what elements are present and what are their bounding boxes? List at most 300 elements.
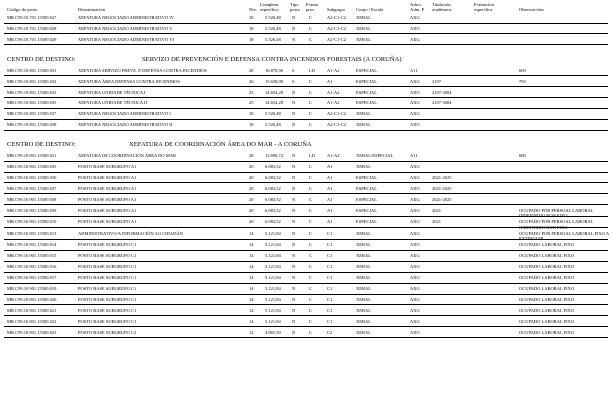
cell-tipo: N [292,286,296,291]
cell-forma: C [309,286,313,291]
cell-codigo: MR.C99.10.901.15500.035 [7,164,57,169]
cell-forma: C [309,15,313,20]
cell-corpo: XERAL [356,242,371,248]
cell-complemento: 6.083,52 [265,219,281,225]
cell-subgrupo: A1 [327,196,333,202]
cell-denominacion: POSTO BASE SUBGRUPO A1 [78,196,137,202]
cell-complemento: 6.083,52 [265,196,281,202]
cell-tipo: N [292,122,296,128]
cell-denominacion: POSTO BASE SUBGRUPO C1 [78,286,137,291]
cell-codigo: MR.C99.10.701.15500.029 [7,36,57,42]
cell-observacions: OCUPADO LABORAL FIXO [519,242,575,248]
cell-adscricion: AXG [410,89,420,95]
cell-corpo: XERAL [356,122,371,128]
cell-complemento: 6.083,52 [265,185,281,191]
cell-tipo: N [292,242,296,248]
cell-subgrupo: C1 [327,242,333,248]
cell-denominacion: POSTO BASE SUBGRUPO C1 [78,242,137,248]
cell-subgrupo: A2-C1-C2 [327,122,346,128]
cell-tipo: N [292,219,296,225]
cell-observacions: OCUPADO POR PERSOAL LABORAL INDEFINIDO NON FIXO. [519,207,594,218]
cell-complemento: 5.121,84 [265,307,281,313]
cell-denominacion: POSTO BASE SUBGRUPO C1 [78,264,137,270]
cell-corpo: XERAL [356,296,371,302]
cell-adscricion: AXG [410,329,420,335]
cell-forma: C [309,230,313,236]
cell-nivel: 20 [249,164,254,169]
cell-titulacion: 2107-3004 [432,100,452,106]
cell-complemento: 5.121,84 [265,253,281,259]
cell-complemento: 5.526,48 [265,122,281,128]
cell-subgrupo: C1 [327,253,333,259]
cell-subgrupo: A1-A2 [327,67,340,73]
cell-codigo: MR.C99.10.901.15500.022 [7,318,57,324]
cell-codigo: MR.C99.10.801.15500.038 [7,122,57,128]
cell-adscricion: AXG [410,15,420,20]
cell-corpo: ESPECIAL [356,89,378,95]
cell-subgrupo: C1 [327,275,333,281]
cell-nivel: 14 [249,242,254,248]
section-label: CENTRO DE DESTINO: [7,55,76,63]
cell-nivel: 18 [249,36,254,42]
row-divider [4,337,608,338]
cell-denominacion: POSTO BASE SUBGRUPO A1 [78,219,137,225]
cell-corpo: XERAL [356,15,371,20]
row-divider [4,193,608,194]
cell-complemento: 5.526,48 [265,25,281,31]
cell-subgrupo: A2-C1-C2 [327,111,346,117]
cell-tipo: N [292,111,296,117]
cell-forma: C [309,253,313,259]
cell-adscricion: AXG [410,275,420,281]
cell-observacions: OCUPADO LABORAL FIXO [519,296,575,302]
row-divider [4,216,608,217]
cell-denominacion: XEFATURA NEGOCIADO ADMINISTRATIVO I [78,111,171,117]
cell-denominacion: ADMINISTRATIVO/A INFORMACIÓN AO CIDADÁN [78,230,183,236]
header-codigo: Código do posto [7,7,38,12]
header-forma-2: prov. [306,7,316,12]
cell-complemento: 6.083,52 [265,207,281,213]
cell-codigo: MR.C99.10.901.15500.015 [7,253,57,259]
header-titulacion-1: Titulación [432,2,451,7]
cell-subgrupo: A1 [327,185,333,191]
cell-tipo: N [292,230,296,236]
cell-observacions: OCUPADO LABORAL FIXO [519,318,575,324]
cell-adscricion: AXG [410,174,420,180]
cell-adscricion: AXG [410,286,420,291]
cell-tipo: N [292,174,296,180]
cell-denominacion: POSTO BASE SUBGRUPO C1 [78,307,137,313]
cell-tipo: S [292,78,295,84]
cell-nivel: 18 [249,25,254,31]
cell-tipo: N [292,153,296,159]
cell-codigo: MR.C99.10.801.15500.031 [7,67,57,73]
cell-corpo: ESPECIAL [356,174,378,180]
cell-subgrupo: A2-C1-C2 [327,25,346,31]
cell-adscricion: AXG [410,196,420,202]
cell-codigo: MR.C99.10.901.15500.017 [7,275,57,281]
cell-observacions: OCUPADO LABORAL FIXO [519,275,575,281]
cell-adscricion: AXG [410,36,420,42]
row-divider [4,283,608,284]
cell-corpo: XERAL [356,318,371,324]
cell-tipo: N [292,36,296,42]
cell-nivel: 20 [249,196,254,202]
cell-adscricion: AXG [410,264,420,270]
cell-subgrupo: A2-C1-C2 [327,15,346,20]
cell-forma: C [309,307,313,313]
cell-corpo: XERAL [356,329,371,335]
header-titulacion-2: académica [432,7,452,12]
header-tipo-1: Tipo [290,2,299,7]
cell-codigo: MR.C99.10.901.15500.014 [7,242,57,248]
header-denominacion: Denominación [78,7,106,12]
cell-forma: C [309,78,313,84]
cell-adscricion: AXG [410,122,420,128]
cell-nivel: 28 [249,67,254,73]
cell-forma: C [309,275,313,281]
cell-tipo: N [292,185,296,191]
cell-codigo: MR.C99.10.701.15500.027 [7,15,57,20]
row-divider [4,119,608,120]
cell-subgrupo: A1-A2 [327,89,340,95]
row-divider [4,97,608,98]
cell-tipo: N [292,253,296,259]
cell-adscricion: AXG [410,318,420,324]
cell-adscricion: AXG [410,78,420,84]
cell-codigo: MR.C99.10.901.15500.031 [7,153,57,159]
header-corpo: Corpo / Escala [356,7,384,12]
cell-titulacion: 2021-2025 [432,174,452,180]
cell-forma: C [309,100,313,106]
header-complemento-2: específico [260,7,279,12]
cell-nivel: 28 [249,153,254,159]
cell-codigo: MR.C99.10.901.15500.013 [7,230,57,236]
cell-complemento: 15.658,08 [265,78,283,84]
cell-observacions: OCUPADO LABORAL FIXO [519,264,575,270]
cell-tipo: N [292,15,296,20]
cell-tipo: N [292,318,296,324]
header-complemento-1: Complem. [260,2,280,7]
cell-adscricion: AXG [410,25,420,31]
row-divider [4,108,608,109]
cell-complemento: 5.121,84 [265,264,281,270]
cell-corpo: XERAL [356,253,371,259]
cell-adscricion: AXG [410,253,420,259]
cell-adscricion: AXG [410,111,420,117]
cell-denominacion: XEFATURA SERVIZO PREVE. E DEFENSA CONTRA INCENDIOS [78,67,207,73]
cell-subgrupo: C1 [327,230,333,236]
cell-corpo: ESPECIAL [356,207,378,213]
cell-codigo: MR.C99.10.801.15500.032 [7,78,57,84]
cell-subgrupo: C1 [327,296,333,302]
cell-complemento: 14.654,28 [265,100,283,106]
cell-corpo: XERAL/ESPECIAL [356,153,394,159]
cell-titulacion: 2107-3004 [432,89,452,95]
section-title: XEFATURA DE COORDINACIÓN ÁREA DO MAR - A CORUÑA [129,141,312,149]
cell-codigo: MR.C99.10.901.15500.020 [7,296,57,302]
cell-observacions: 600 [519,153,526,159]
row-divider [4,161,608,162]
cell-observacions: OCUPADO POR PERSOAL LABORAL INDEFINIDO NON FIXO. [519,219,594,230]
cell-corpo: ESPECIAL [356,196,378,202]
cell-denominacion: XEFATURA NEGOCIADO ADMINISTRATIVO V [78,25,173,31]
cell-forma: C [309,318,313,324]
cell-forma: C [309,219,313,225]
cell-codigo: MR.C99.10.901.15500.037 [7,185,57,191]
cell-denominacion: POSTO BASE SUBGRUPO A1 [78,185,137,191]
cell-codigo: MR.C99.10.901.15500.016 [7,264,57,270]
header-nivel: Nív. [249,7,257,12]
cell-complemento: 16.878,96 [265,67,283,73]
cell-denominacion: POSTO BASE SUBGRUPO C1 [78,318,137,324]
cell-complemento: 4.881,50 [265,329,281,335]
cell-corpo: XERAL [356,230,371,236]
cell-subgrupo: C1 [327,286,333,291]
cell-subgrupo: A1 [327,207,333,213]
cell-codigo: MR.C99.10.901.15500.036 [7,174,57,180]
cell-corpo: XERAL [356,111,371,117]
cell-denominacion: XEFATURA NEGOCIADO ADMINISTRATIVO IV [78,15,175,20]
cell-subgrupo: C2 [327,329,333,335]
cell-codigo: MR.C99.10.901.15500.010 [7,219,57,225]
cell-corpo: XERAL [356,25,371,31]
cell-tipo: N [292,207,296,213]
cell-tipo: N [292,164,296,169]
cell-tipo: N [292,307,296,313]
cell-forma: C [309,25,313,31]
cell-nivel: 20 [249,185,254,191]
cell-nivel: 14 [249,253,254,259]
cell-nivel: 14 [249,307,254,313]
cell-forma: C [309,242,313,248]
row-divider [4,304,608,305]
cell-forma: C [309,89,313,95]
cell-forma: C [309,196,313,202]
cell-adscricion: AXG [410,164,420,169]
cell-tipo: S [292,67,295,73]
cell-nivel: 18 [249,111,254,117]
row-divider [4,239,608,240]
cell-complemento: 5.121,84 [265,242,281,248]
row-divider [4,326,608,327]
cell-tipo: N [292,196,296,202]
cell-subgrupo: C1 [327,307,333,313]
cell-nivel: 20 [249,174,254,180]
cell-codigo: MR.C99.10.901.15500.023 [7,329,57,335]
cell-corpo: ESPECIAL [356,67,378,73]
cell-subgrupo: A2-C1-C2 [327,36,346,42]
cell-observacions: OCUPADO LABORAL FIXO [519,329,575,335]
row-divider [4,33,608,34]
row-divider [4,261,608,262]
cell-observacions: OCUPADO POR PERSOAL LABORAL FIXO A EXTINGUIR [519,230,609,242]
cell-corpo: ESPECIAL [356,78,378,84]
cell-denominacion: POSTO BASE SUBGRUPO C1 [78,253,137,259]
cell-denominacion: POSTO BASE SUBGRUPO C2 [78,329,137,335]
row-divider [4,172,608,173]
cell-nivel: 12 [249,329,254,335]
cell-corpo: XERAL [356,164,371,169]
cell-complemento: 6.083,52 [265,164,281,169]
cell-forma: C [309,164,313,169]
cell-forma: LD [309,67,315,73]
cell-nivel: 18 [249,15,254,20]
row-divider [4,250,608,251]
cell-corpo: XERAL [356,36,371,42]
row-divider [4,75,608,76]
header-adscricion-1: Adscr. [410,2,422,7]
cell-observacions: OCUPADO LABORAL FIXO [519,307,575,313]
cell-titulacion: 2021 [432,207,441,213]
cell-adscricion: AXG [410,100,420,106]
cell-codigo: MR.C99.10.901.15500.039 [7,207,57,213]
cell-denominacion: XEFATURA ÁREA DEFENSA CONTRA INCENDIOS [78,78,180,84]
cell-observacions: 600 [519,67,526,73]
cell-complemento: 5.526,48 [265,36,281,42]
cell-forma: C [309,185,313,191]
header-forma-1: Forma [306,2,318,7]
cell-corpo: XERAL [356,264,371,270]
cell-denominacion: XEFATURA NEGOCIADO ADMINISTRATIVO II [78,122,173,128]
header-formacion-2: específica [474,7,493,12]
cell-tipo: N [292,89,296,95]
cell-titulacion: 2021-2025 [432,196,452,202]
cell-nivel: 14 [249,230,254,236]
cell-tipo: N [292,329,296,335]
cell-denominacion: POSTO BASE SUBGRUPO A1 [78,164,137,169]
cell-forma: C [309,174,313,180]
row-divider [4,130,608,131]
cell-subgrupo: A1 [327,78,333,84]
cell-forma: C [309,264,313,270]
cell-titulacion: 2021-2025 [432,185,452,191]
cell-corpo: ESPECIAL [356,100,378,106]
cell-forma: C [309,296,313,302]
cell-subgrupo: C1 [327,318,333,324]
cell-adscricion: AXG [410,185,420,191]
cell-corpo: XERAL [356,286,371,291]
cell-complemento: 5.526,48 [265,15,281,20]
cell-tipo: N [292,275,296,281]
cell-complemento: 14.654,28 [265,89,283,95]
row-divider [4,182,608,183]
cell-adscricion: AXG [410,242,420,248]
cell-denominacion: POSTO BASE SUBGRUPO C1 [78,296,137,302]
cell-forma: C [309,329,313,335]
cell-denominacion: XEFATURA UNIDADE TÉCNICA I [78,89,146,95]
cell-subgrupo: A1-A2 [327,153,340,159]
cell-denominacion: POSTO BASE SUBGRUPO C1 [78,275,137,281]
cell-codigo: MR.C99.10.701.15500.028 [7,25,57,31]
cell-forma: C [309,36,313,42]
cell-nivel: 20 [249,219,254,225]
header-formacion-1: Formación [474,2,494,7]
cell-titulacion: 2107 [432,78,441,84]
header-subgrupo: Subgrupo [327,7,345,12]
cell-nivel: 25 [249,100,254,106]
cell-tipo: N [292,296,296,302]
cell-codigo: MR.C99.10.801.15500.035 [7,100,57,106]
cell-denominacion: XEFATURA NEGOCIADO ADMINISTRATIVO VI [78,36,174,42]
cell-nivel: 18 [249,122,254,128]
cell-denominacion: XEFATURA DE COORDINACIÓN ÁREA DO MAR [78,153,177,159]
row-divider [4,86,608,87]
cell-codigo: MR.C99.10.801.15500.033 [7,89,57,95]
header-tipo-2: posto [290,7,300,12]
cell-codigo: MR.C99.10.901.15500.019 [7,286,57,291]
cell-subgrupo: A1 [327,174,333,180]
cell-adscricion: A11 [410,67,418,73]
row-divider [4,23,608,24]
cell-subgrupo: C1 [327,264,333,270]
cell-adscricion: A11 [410,153,418,159]
cell-adscricion: AXG [410,307,420,313]
cell-subgrupo: A1-A2 [327,100,340,106]
row-divider [4,227,608,228]
cell-complemento: 5.121,84 [265,286,281,291]
cell-tipo: N [292,100,296,106]
cell-observacions: OCUPADO LABORAL FIXO [519,286,575,291]
cell-denominacion: POSTO BASE SUBGRUPO A1 [78,174,137,180]
cell-adscricion: AXG [410,219,420,225]
cell-adscricion: AXG [410,207,420,213]
cell-observacions: 793 [519,78,526,84]
cell-corpo: XERAL [356,275,371,281]
cell-nivel: 14 [249,296,254,302]
cell-nivel: 14 [249,275,254,281]
cell-tipo: N [292,264,296,270]
cell-tipo: N [292,25,296,31]
row-divider [4,315,608,316]
cell-complemento: 13.698,72 [265,153,283,159]
section-label: CENTRO DE DESTINO: [7,141,76,149]
cell-complemento: 5.121,84 [265,296,281,302]
cell-subgrupo: A1 [327,164,333,169]
cell-codigo: MR.C99.10.901.15500.038 [7,196,57,202]
cell-observacions: OCUPADO LABORAL FIXO [519,253,575,259]
cell-forma: C [309,122,313,128]
cell-corpo: ESPECIAL [356,219,378,225]
cell-nivel: 14 [249,286,254,291]
cell-complemento: 5.121,84 [265,275,281,281]
cell-corpo: ESPECIAL [356,185,378,191]
cell-nivel: 14 [249,264,254,270]
cell-adscricion: AXG [410,296,420,302]
cell-nivel: 26 [249,78,254,84]
header-adscricion-2: Adm. P. [410,7,425,12]
cell-codigo: MR.C99.10.901.15500.021 [7,307,57,313]
row-divider [4,44,608,45]
cell-titulacion: 2021 [432,219,441,225]
cell-denominacion: XEFATURA UNIDADE TÉCNICA II [78,100,147,106]
cell-complemento: 5.121,84 [265,230,281,236]
cell-complemento: 5.526,48 [265,111,281,117]
cell-adscricion: AXG [410,230,420,236]
cell-forma: C [309,207,313,213]
cell-codigo: MR.C99.10.801.15500.037 [7,111,57,117]
section-title: SERVIZO DE PREVENCIÓN E DEFENSA CONTRA INCENDIOS FORESTAIS (A CORUÑA) [142,55,402,63]
cell-forma: C [309,111,313,117]
cell-nivel: 20 [249,207,254,213]
cell-nivel: 25 [249,89,254,95]
header-observacions: Observacións [519,7,545,12]
cell-forma: LD [309,153,315,159]
cell-complemento: 6.083,52 [265,174,281,180]
cell-nivel: 14 [249,318,254,324]
row-divider [4,204,608,205]
cell-complemento: 5.121,84 [265,318,281,324]
